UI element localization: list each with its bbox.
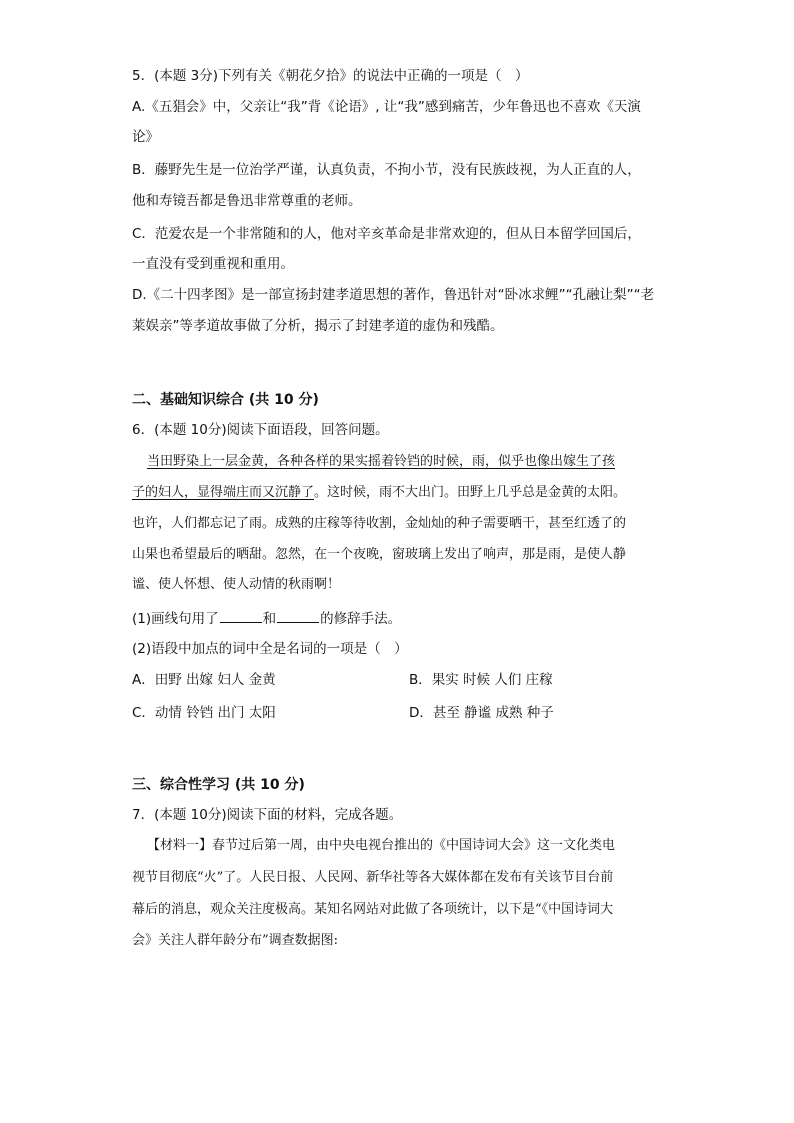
q5-option-b-line2: 他和寿镜吾都是鲁迅非常尊重的老师。 (132, 193, 362, 209)
q7-material-line2: 视节目彻底“火”了。人民日报、人民网、新华社等各大媒体都在发布有关该节目台前 (132, 870, 614, 885)
q6-option-b: B．果实 时候 人们 庄稼 (409, 672, 553, 688)
q7-stem: 7．(本题 10分)阅读下面的材料，完成各题。 (132, 807, 403, 823)
q7-material-line1: 【材料一】春节过后第一周，由中央电视台推出的《中国诗词大会》这一文化类电 (147, 838, 616, 853)
q6-stem: 6．(本题 10分)阅读下面语段，回答问题。 (132, 422, 389, 438)
q5-option-c-line2: 一直没有受到重视和重用。 (132, 256, 294, 272)
answer-blank-2[interactable] (277, 608, 319, 623)
q5-option-b-line1: B．藤野先生是一位治学严谨，认真负责，不拘小节，没有民族歧视，为人正直的人， (132, 162, 641, 178)
q6-sub1-and: 和 (262, 611, 277, 627)
q6-passage-line4: 山果也希望最后的晒甜。忽然，在一个夜晚，窗玻璃上发出了响声，那是雨，是使人静 (132, 547, 627, 562)
q6-option-a: A．田野 出嫁 妇人 金黄 (132, 672, 276, 688)
q5-option-c-line1: C．范爱农是一个非常随和的人，他对辛亥革命是非常欢迎的，但从日本留学回国后， (132, 226, 641, 242)
q6-passage-line1: 当田野染上一层金黄，各种各样的果实摇着铃铛的时候，雨，似乎也像出嫁生了孩 (147, 454, 616, 469)
section-2-title: 二、基础知识综合 (共 10 分) (132, 392, 319, 408)
q5-option-a-line1: A.《五猖会》中，父亲让“我”背《论语》, 让“我”感到痛苦，少年鲁迅也不喜欢《天演 (132, 99, 641, 115)
q6-sub1-prefix: (1)画线句用了 (132, 611, 219, 627)
q5-option-d-line1: D.《二十四孝图》是一部宣扬封建孝道思想的著作，鲁迅针对“卧冰求鲤”“孔融让梨”“老 (132, 287, 655, 303)
q6-passage-line2-rest: 。这时候，雨不大出门。田野上几乎总是金黄的太阳。 (314, 485, 627, 500)
q6-sub2: (2)语段中加点的词中全是名词的一项是（ ） (132, 641, 408, 657)
q7-material-line3: 幕后的消息，观众关注度极高。某知名网站对此做了各项统计，以下是“《中国诗词大 (132, 902, 614, 917)
q6-passage-underlined-sentence: 子的妇人，显得端庄而又沉静了 (132, 485, 315, 500)
q6-sub1-suffix: 的修辞手法。 (320, 611, 402, 627)
q5-option-a-line2: 论》 (132, 129, 159, 145)
section-3-title: 三、综合性学习 (共 10 分) (132, 777, 305, 793)
q5-option-d-line2: 莱娱亲”等孝道故事做了分析，揭示了封建孝道的虚伪和残酷。 (132, 318, 504, 334)
q6-passage-line3: 也许，人们都忘记了雨。成熟的庄稼等待收割，金灿灿的种子需要晒干，甚至红透了的 (132, 516, 627, 531)
q7-material-line4: 会》关注人群年龄分布”调查数据图: (132, 933, 339, 948)
q6-option-c: C．动情 铃铛 出门 太阳 (132, 705, 276, 721)
q5-stem: 5．(本题 3分)下列有关《朝花夕拾》的说法中正确的一项是（ ） (132, 68, 529, 84)
q6-sub1 (132, 608, 401, 629)
answer-blank-1[interactable] (220, 608, 262, 623)
q6-passage-line2 (132, 483, 626, 503)
q6-passage-line5: 谧、使人怀想、使人动情的秋雨啊！ (132, 577, 341, 592)
q6-option-d: D．甚至 静谧 成熟 种子 (409, 705, 554, 721)
